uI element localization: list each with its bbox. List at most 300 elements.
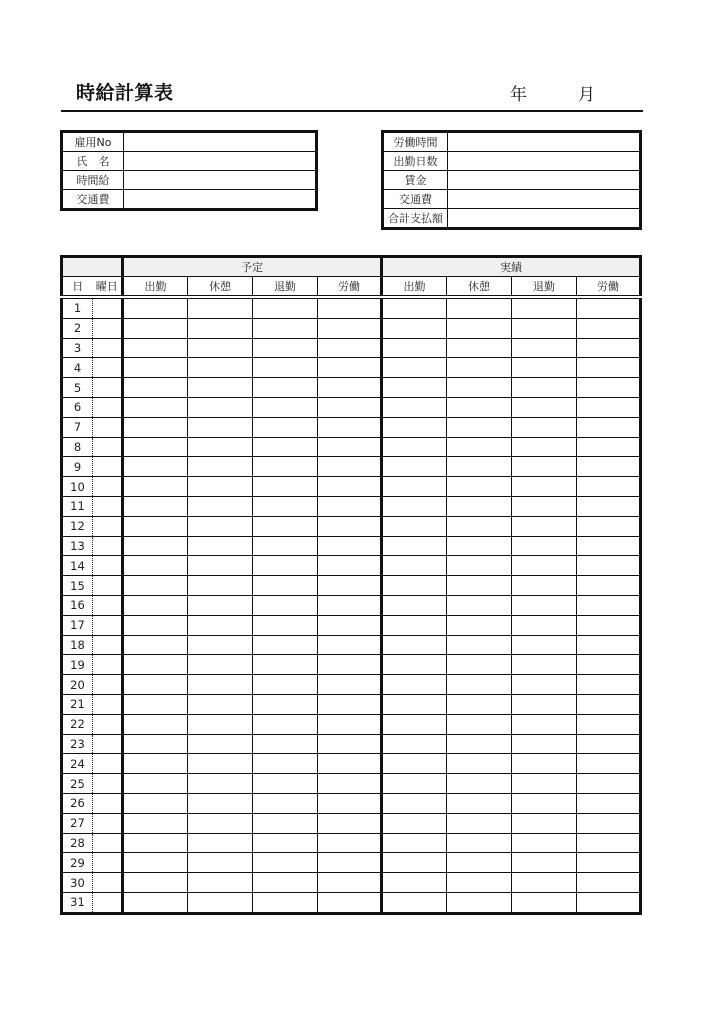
planned-time-cell[interactable] — [253, 635, 318, 655]
planned-time-cell[interactable] — [318, 318, 382, 338]
weekday-cell[interactable] — [93, 595, 123, 615]
planned-time-cell[interactable] — [253, 873, 318, 893]
planned-time-cell[interactable] — [123, 754, 188, 774]
actual-time-cell[interactable] — [382, 338, 447, 358]
weekday-cell[interactable] — [93, 496, 123, 516]
actual-time-cell[interactable] — [577, 576, 641, 596]
actual-time-cell[interactable] — [447, 417, 512, 437]
planned-time-cell[interactable] — [253, 892, 318, 913]
planned-time-cell[interactable] — [318, 675, 382, 695]
planned-time-cell[interactable] — [318, 536, 382, 556]
actual-time-cell[interactable] — [577, 793, 641, 813]
actual-time-cell[interactable] — [447, 873, 512, 893]
actual-time-cell[interactable] — [382, 754, 447, 774]
actual-time-cell[interactable] — [577, 358, 641, 378]
weekday-cell[interactable] — [93, 655, 123, 675]
weekday-cell[interactable] — [93, 457, 123, 477]
planned-time-cell[interactable] — [188, 595, 253, 615]
actual-time-cell[interactable] — [382, 378, 447, 398]
actual-time-cell[interactable] — [577, 615, 641, 635]
planned-time-cell[interactable] — [188, 397, 253, 417]
actual-time-cell[interactable] — [382, 516, 447, 536]
planned-time-cell[interactable] — [188, 556, 253, 576]
actual-time-cell[interactable] — [382, 873, 447, 893]
actual-time-cell[interactable] — [577, 754, 641, 774]
actual-time-cell[interactable] — [512, 595, 577, 615]
planned-time-cell[interactable] — [253, 397, 318, 417]
planned-time-cell[interactable] — [188, 892, 253, 913]
planned-time-cell[interactable] — [188, 754, 253, 774]
planned-time-cell[interactable] — [253, 793, 318, 813]
planned-time-cell[interactable] — [253, 496, 318, 516]
actual-time-cell[interactable] — [382, 813, 447, 833]
actual-time-cell[interactable] — [512, 536, 577, 556]
actual-time-cell[interactable] — [512, 297, 577, 318]
actual-time-cell[interactable] — [512, 754, 577, 774]
planned-time-cell[interactable] — [318, 595, 382, 615]
summary-value-field[interactable] — [448, 209, 641, 229]
actual-time-cell[interactable] — [382, 853, 447, 873]
actual-time-cell[interactable] — [447, 297, 512, 318]
summary-value-field[interactable] — [448, 132, 641, 152]
day-row — [62, 358, 641, 378]
day-number: 21 — [62, 694, 93, 714]
actual-time-cell[interactable] — [382, 576, 447, 596]
actual-time-cell[interactable] — [577, 853, 641, 873]
title-underline — [61, 110, 643, 112]
weekday-cell[interactable] — [93, 714, 123, 734]
planned-time-cell[interactable] — [123, 536, 188, 556]
planned-time-cell[interactable] — [253, 675, 318, 695]
summary-value-field[interactable] — [448, 152, 641, 171]
actual-time-cell[interactable] — [382, 477, 447, 497]
planned-time-cell[interactable] — [318, 694, 382, 714]
actual-time-cell[interactable] — [447, 516, 512, 536]
actual-time-cell[interactable] — [577, 774, 641, 794]
planned-time-cell[interactable] — [123, 655, 188, 675]
weekday-cell[interactable] — [93, 813, 123, 833]
weekday-cell[interactable] — [93, 358, 123, 378]
actual-time-cell[interactable] — [382, 714, 447, 734]
actual-time-cell[interactable] — [577, 833, 641, 853]
planned-time-cell[interactable] — [188, 813, 253, 833]
actual-time-cell[interactable] — [577, 734, 641, 754]
actual-time-cell[interactable] — [512, 694, 577, 714]
actual-time-cell[interactable] — [447, 793, 512, 813]
actual-time-cell[interactable] — [382, 615, 447, 635]
actual-time-cell[interactable] — [382, 457, 447, 477]
planned-time-cell[interactable] — [253, 477, 318, 497]
weekday-cell[interactable] — [93, 675, 123, 695]
actual-time-cell[interactable] — [447, 457, 512, 477]
planned-time-cell[interactable] — [123, 813, 188, 833]
actual-time-cell[interactable] — [382, 358, 447, 378]
actual-time-cell[interactable] — [577, 417, 641, 437]
planned-time-cell[interactable] — [318, 813, 382, 833]
planned-time-cell[interactable] — [318, 754, 382, 774]
planned-time-cell[interactable] — [318, 496, 382, 516]
planned-time-cell[interactable] — [123, 853, 188, 873]
actual-time-cell[interactable] — [447, 576, 512, 596]
planned-time-cell[interactable] — [123, 873, 188, 893]
planned-time-cell[interactable] — [318, 714, 382, 734]
day-row — [62, 576, 641, 596]
planned-time-cell[interactable] — [253, 833, 318, 853]
actual-time-cell[interactable] — [577, 338, 641, 358]
actual-time-cell[interactable] — [577, 655, 641, 675]
planned-time-cell[interactable] — [188, 655, 253, 675]
actual-time-cell[interactable] — [447, 496, 512, 516]
weekday-cell[interactable] — [93, 297, 123, 318]
planned-time-cell[interactable] — [188, 833, 253, 853]
actual-time-cell[interactable] — [512, 793, 577, 813]
actual-time-cell[interactable] — [382, 793, 447, 813]
planned-time-cell[interactable] — [188, 457, 253, 477]
planned-time-cell[interactable] — [318, 892, 382, 913]
actual-time-cell[interactable] — [382, 536, 447, 556]
weekday-cell[interactable] — [93, 536, 123, 556]
actual-time-cell[interactable] — [382, 635, 447, 655]
actual-time-cell[interactable] — [577, 714, 641, 734]
actual-time-cell[interactable] — [447, 655, 512, 675]
actual-time-cell[interactable] — [447, 833, 512, 853]
actual-time-cell[interactable] — [382, 892, 447, 913]
planned-time-cell[interactable] — [123, 635, 188, 655]
actual-time-cell[interactable] — [382, 675, 447, 695]
planned-time-cell[interactable] — [188, 536, 253, 556]
planned-time-cell[interactable] — [253, 358, 318, 378]
planned-time-cell[interactable] — [318, 397, 382, 417]
actual-time-cell[interactable] — [512, 813, 577, 833]
planned-time-cell[interactable] — [253, 457, 318, 477]
weekday-cell[interactable] — [93, 397, 123, 417]
planned-time-cell[interactable] — [188, 318, 253, 338]
weekday-cell[interactable] — [93, 417, 123, 437]
planned-time-cell[interactable] — [253, 378, 318, 398]
planned-time-cell[interactable] — [253, 417, 318, 437]
actual-time-cell[interactable] — [382, 297, 447, 318]
planned-time-cell[interactable] — [188, 635, 253, 655]
actual-time-cell[interactable] — [512, 556, 577, 576]
planned-time-cell[interactable] — [188, 576, 253, 596]
actual-time-cell[interactable] — [577, 378, 641, 398]
actual-time-cell[interactable] — [447, 675, 512, 695]
planned-time-cell[interactable] — [123, 338, 188, 358]
actual-time-cell[interactable] — [512, 853, 577, 873]
actual-time-cell[interactable] — [577, 516, 641, 536]
weekday-cell[interactable] — [93, 833, 123, 853]
actual-time-cell[interactable] — [447, 734, 512, 754]
planned-time-cell[interactable] — [123, 516, 188, 536]
planned-time-cell[interactable] — [123, 892, 188, 913]
planned-time-cell[interactable] — [123, 774, 188, 794]
actual-time-cell[interactable] — [382, 417, 447, 437]
planned-time-cell[interactable] — [123, 833, 188, 853]
actual-time-cell[interactable] — [447, 595, 512, 615]
employee-info-value-field[interactable] — [124, 152, 317, 171]
planned-time-cell[interactable] — [123, 378, 188, 398]
actual-time-cell[interactable] — [447, 754, 512, 774]
planned-time-cell[interactable] — [318, 635, 382, 655]
weekday-cell[interactable] — [93, 338, 123, 358]
planned-time-cell[interactable] — [253, 734, 318, 754]
employee-info-value-field[interactable] — [124, 190, 317, 210]
actual-time-cell[interactable] — [577, 813, 641, 833]
planned-time-cell[interactable] — [188, 477, 253, 497]
planned-time-cell[interactable] — [253, 576, 318, 596]
actual-time-cell[interactable] — [512, 516, 577, 536]
actual-time-cell[interactable] — [577, 318, 641, 338]
planned-time-cell[interactable] — [318, 793, 382, 813]
planned-time-cell[interactable] — [188, 496, 253, 516]
timesheet-table — [60, 255, 642, 915]
planned-time-cell[interactable] — [188, 774, 253, 794]
actual-time-cell[interactable] — [512, 774, 577, 794]
actual-time-cell[interactable] — [577, 437, 641, 457]
actual-time-cell[interactable] — [447, 892, 512, 913]
actual-time-cell[interactable] — [512, 437, 577, 457]
planned-time-cell[interactable] — [318, 437, 382, 457]
planned-time-cell[interactable] — [318, 853, 382, 873]
planned-time-cell[interactable] — [188, 734, 253, 754]
actual-time-cell[interactable] — [512, 655, 577, 675]
actual-time-cell[interactable] — [512, 397, 577, 417]
actual-time-cell[interactable] — [512, 615, 577, 635]
weekday-cell[interactable] — [93, 734, 123, 754]
planned-time-cell[interactable] — [188, 417, 253, 437]
actual-time-cell[interactable] — [512, 318, 577, 338]
planned-time-cell[interactable] — [123, 457, 188, 477]
planned-time-cell[interactable] — [123, 694, 188, 714]
day-row — [62, 675, 641, 695]
planned-col-header: 労働 — [318, 277, 382, 298]
planned-time-cell[interactable] — [253, 774, 318, 794]
planned-time-cell[interactable] — [123, 417, 188, 437]
planned-time-cell[interactable] — [253, 595, 318, 615]
planned-time-cell[interactable] — [318, 378, 382, 398]
actual-time-cell[interactable] — [447, 774, 512, 794]
actual-time-cell[interactable] — [447, 615, 512, 635]
actual-time-cell[interactable] — [447, 536, 512, 556]
planned-time-cell[interactable] — [318, 576, 382, 596]
weekday-cell[interactable] — [93, 378, 123, 398]
actual-time-cell[interactable] — [512, 496, 577, 516]
planned-time-cell[interactable] — [123, 437, 188, 457]
actual-time-cell[interactable] — [512, 734, 577, 754]
employee-info-value-field[interactable] — [124, 171, 317, 190]
planned-time-cell[interactable] — [318, 774, 382, 794]
weekday-cell[interactable] — [93, 635, 123, 655]
planned-time-cell[interactable] — [318, 833, 382, 853]
actual-time-cell[interactable] — [577, 694, 641, 714]
day-number: 16 — [62, 595, 93, 615]
day-row — [62, 477, 641, 497]
planned-time-cell[interactable] — [188, 437, 253, 457]
planned-time-cell[interactable] — [253, 297, 318, 318]
weekday-cell[interactable] — [93, 477, 123, 497]
actual-time-cell[interactable] — [577, 536, 641, 556]
actual-time-cell[interactable] — [512, 714, 577, 734]
actual-time-cell[interactable] — [382, 318, 447, 338]
planned-time-cell[interactable] — [253, 853, 318, 873]
planned-time-cell[interactable] — [253, 536, 318, 556]
weekday-cell[interactable] — [93, 774, 123, 794]
weekday-cell[interactable] — [93, 556, 123, 576]
planned-time-cell[interactable] — [123, 595, 188, 615]
planned-time-cell[interactable] — [123, 358, 188, 378]
planned-time-cell[interactable] — [318, 297, 382, 318]
planned-time-cell[interactable] — [188, 378, 253, 398]
weekday-cell[interactable] — [93, 873, 123, 893]
planned-time-cell[interactable] — [253, 813, 318, 833]
actual-time-cell[interactable] — [577, 675, 641, 695]
planned-time-cell[interactable] — [318, 417, 382, 437]
actual-time-cell[interactable] — [512, 873, 577, 893]
planned-time-cell[interactable] — [253, 437, 318, 457]
planned-time-cell[interactable] — [318, 734, 382, 754]
planned-time-cell[interactable] — [253, 556, 318, 576]
planned-time-cell[interactable] — [318, 338, 382, 358]
actual-time-cell[interactable] — [447, 358, 512, 378]
planned-time-cell[interactable] — [253, 754, 318, 774]
planned-time-cell[interactable] — [188, 615, 253, 635]
actual-time-cell[interactable] — [447, 378, 512, 398]
planned-time-cell[interactable] — [318, 477, 382, 497]
actual-time-cell[interactable] — [382, 556, 447, 576]
actual-time-cell[interactable] — [447, 338, 512, 358]
actual-time-cell[interactable] — [577, 892, 641, 913]
actual-time-cell[interactable] — [447, 853, 512, 873]
actual-time-cell[interactable] — [382, 774, 447, 794]
actual-time-cell[interactable] — [512, 576, 577, 596]
actual-time-cell[interactable] — [447, 437, 512, 457]
weekday-cell[interactable] — [93, 437, 123, 457]
planned-time-cell[interactable] — [123, 556, 188, 576]
planned-time-cell[interactable] — [188, 338, 253, 358]
planned-time-cell[interactable] — [188, 297, 253, 318]
actual-time-cell[interactable] — [382, 496, 447, 516]
actual-time-cell[interactable] — [382, 734, 447, 754]
actual-time-cell[interactable] — [577, 595, 641, 615]
planned-time-cell[interactable] — [188, 516, 253, 536]
weekday-cell[interactable] — [93, 318, 123, 338]
summary-table — [381, 130, 642, 230]
actual-time-cell[interactable] — [577, 873, 641, 893]
actual-time-cell[interactable] — [512, 892, 577, 913]
summary-value-field[interactable] — [448, 190, 641, 209]
actual-time-cell[interactable] — [577, 297, 641, 318]
planned-time-cell[interactable] — [253, 714, 318, 734]
planned-time-cell[interactable] — [123, 576, 188, 596]
actual-time-cell[interactable] — [382, 694, 447, 714]
planned-time-cell[interactable] — [318, 873, 382, 893]
actual-time-cell[interactable] — [382, 655, 447, 675]
weekday-cell[interactable] — [93, 892, 123, 913]
actual-time-cell[interactable] — [447, 635, 512, 655]
actual-time-cell[interactable] — [447, 556, 512, 576]
actual-time-cell[interactable] — [447, 694, 512, 714]
actual-time-cell[interactable] — [577, 397, 641, 417]
actual-time-cell[interactable] — [512, 675, 577, 695]
planned-time-cell[interactable] — [123, 318, 188, 338]
day-row — [62, 892, 641, 913]
actual-time-cell[interactable] — [512, 378, 577, 398]
actual-time-cell[interactable] — [382, 595, 447, 615]
weekday-cell[interactable] — [93, 754, 123, 774]
actual-time-cell[interactable] — [447, 397, 512, 417]
weekday-cell[interactable] — [93, 615, 123, 635]
weekday-cell[interactable] — [93, 694, 123, 714]
planned-time-cell[interactable] — [188, 358, 253, 378]
planned-time-cell[interactable] — [123, 714, 188, 734]
planned-time-cell[interactable] — [123, 675, 188, 695]
actual-time-cell[interactable] — [382, 833, 447, 853]
planned-time-cell[interactable] — [188, 714, 253, 734]
planned-time-cell[interactable] — [123, 496, 188, 516]
planned-time-cell[interactable] — [123, 793, 188, 813]
planned-time-cell[interactable] — [318, 516, 382, 536]
actual-time-cell[interactable] — [447, 318, 512, 338]
actual-time-cell[interactable] — [382, 397, 447, 417]
planned-time-cell[interactable] — [123, 297, 188, 318]
planned-time-cell[interactable] — [188, 793, 253, 813]
employee-info-value-field[interactable] — [124, 132, 317, 152]
actual-time-cell[interactable] — [382, 437, 447, 457]
planned-time-cell[interactable] — [318, 655, 382, 675]
weekday-cell[interactable] — [93, 793, 123, 813]
actual-time-cell[interactable] — [577, 556, 641, 576]
weekday-cell[interactable] — [93, 853, 123, 873]
actual-time-cell[interactable] — [447, 813, 512, 833]
planned-time-cell[interactable] — [123, 477, 188, 497]
actual-time-cell[interactable] — [577, 457, 641, 477]
actual-time-cell[interactable] — [447, 714, 512, 734]
planned-time-cell[interactable] — [318, 457, 382, 477]
planned-time-cell[interactable] — [123, 615, 188, 635]
actual-time-cell[interactable] — [447, 477, 512, 497]
actual-time-cell[interactable] — [512, 635, 577, 655]
planned-time-cell[interactable] — [318, 358, 382, 378]
weekday-cell[interactable] — [93, 576, 123, 596]
actual-time-cell[interactable] — [577, 477, 641, 497]
actual-time-cell[interactable] — [512, 833, 577, 853]
actual-time-cell[interactable] — [512, 457, 577, 477]
planned-time-cell[interactable] — [253, 694, 318, 714]
planned-time-cell[interactable] — [253, 516, 318, 536]
actual-time-cell[interactable] — [512, 338, 577, 358]
planned-time-cell[interactable] — [253, 318, 318, 338]
planned-time-cell[interactable] — [188, 873, 253, 893]
planned-time-cell[interactable] — [123, 397, 188, 417]
planned-time-cell[interactable] — [318, 615, 382, 635]
day-row — [62, 714, 641, 734]
actual-time-cell[interactable] — [512, 358, 577, 378]
actual-time-cell[interactable] — [512, 417, 577, 437]
planned-time-cell[interactable] — [188, 694, 253, 714]
planned-time-cell[interactable] — [318, 556, 382, 576]
actual-time-cell[interactable] — [577, 496, 641, 516]
planned-time-cell[interactable] — [253, 615, 318, 635]
weekday-cell[interactable] — [93, 516, 123, 536]
actual-time-cell[interactable] — [512, 477, 577, 497]
summary-value-field[interactable] — [448, 171, 641, 190]
planned-time-cell[interactable] — [188, 675, 253, 695]
planned-time-cell[interactable] — [123, 734, 188, 754]
planned-time-cell[interactable] — [188, 853, 253, 873]
planned-time-cell[interactable] — [253, 338, 318, 358]
planned-time-cell[interactable] — [253, 655, 318, 675]
actual-time-cell[interactable] — [577, 635, 641, 655]
